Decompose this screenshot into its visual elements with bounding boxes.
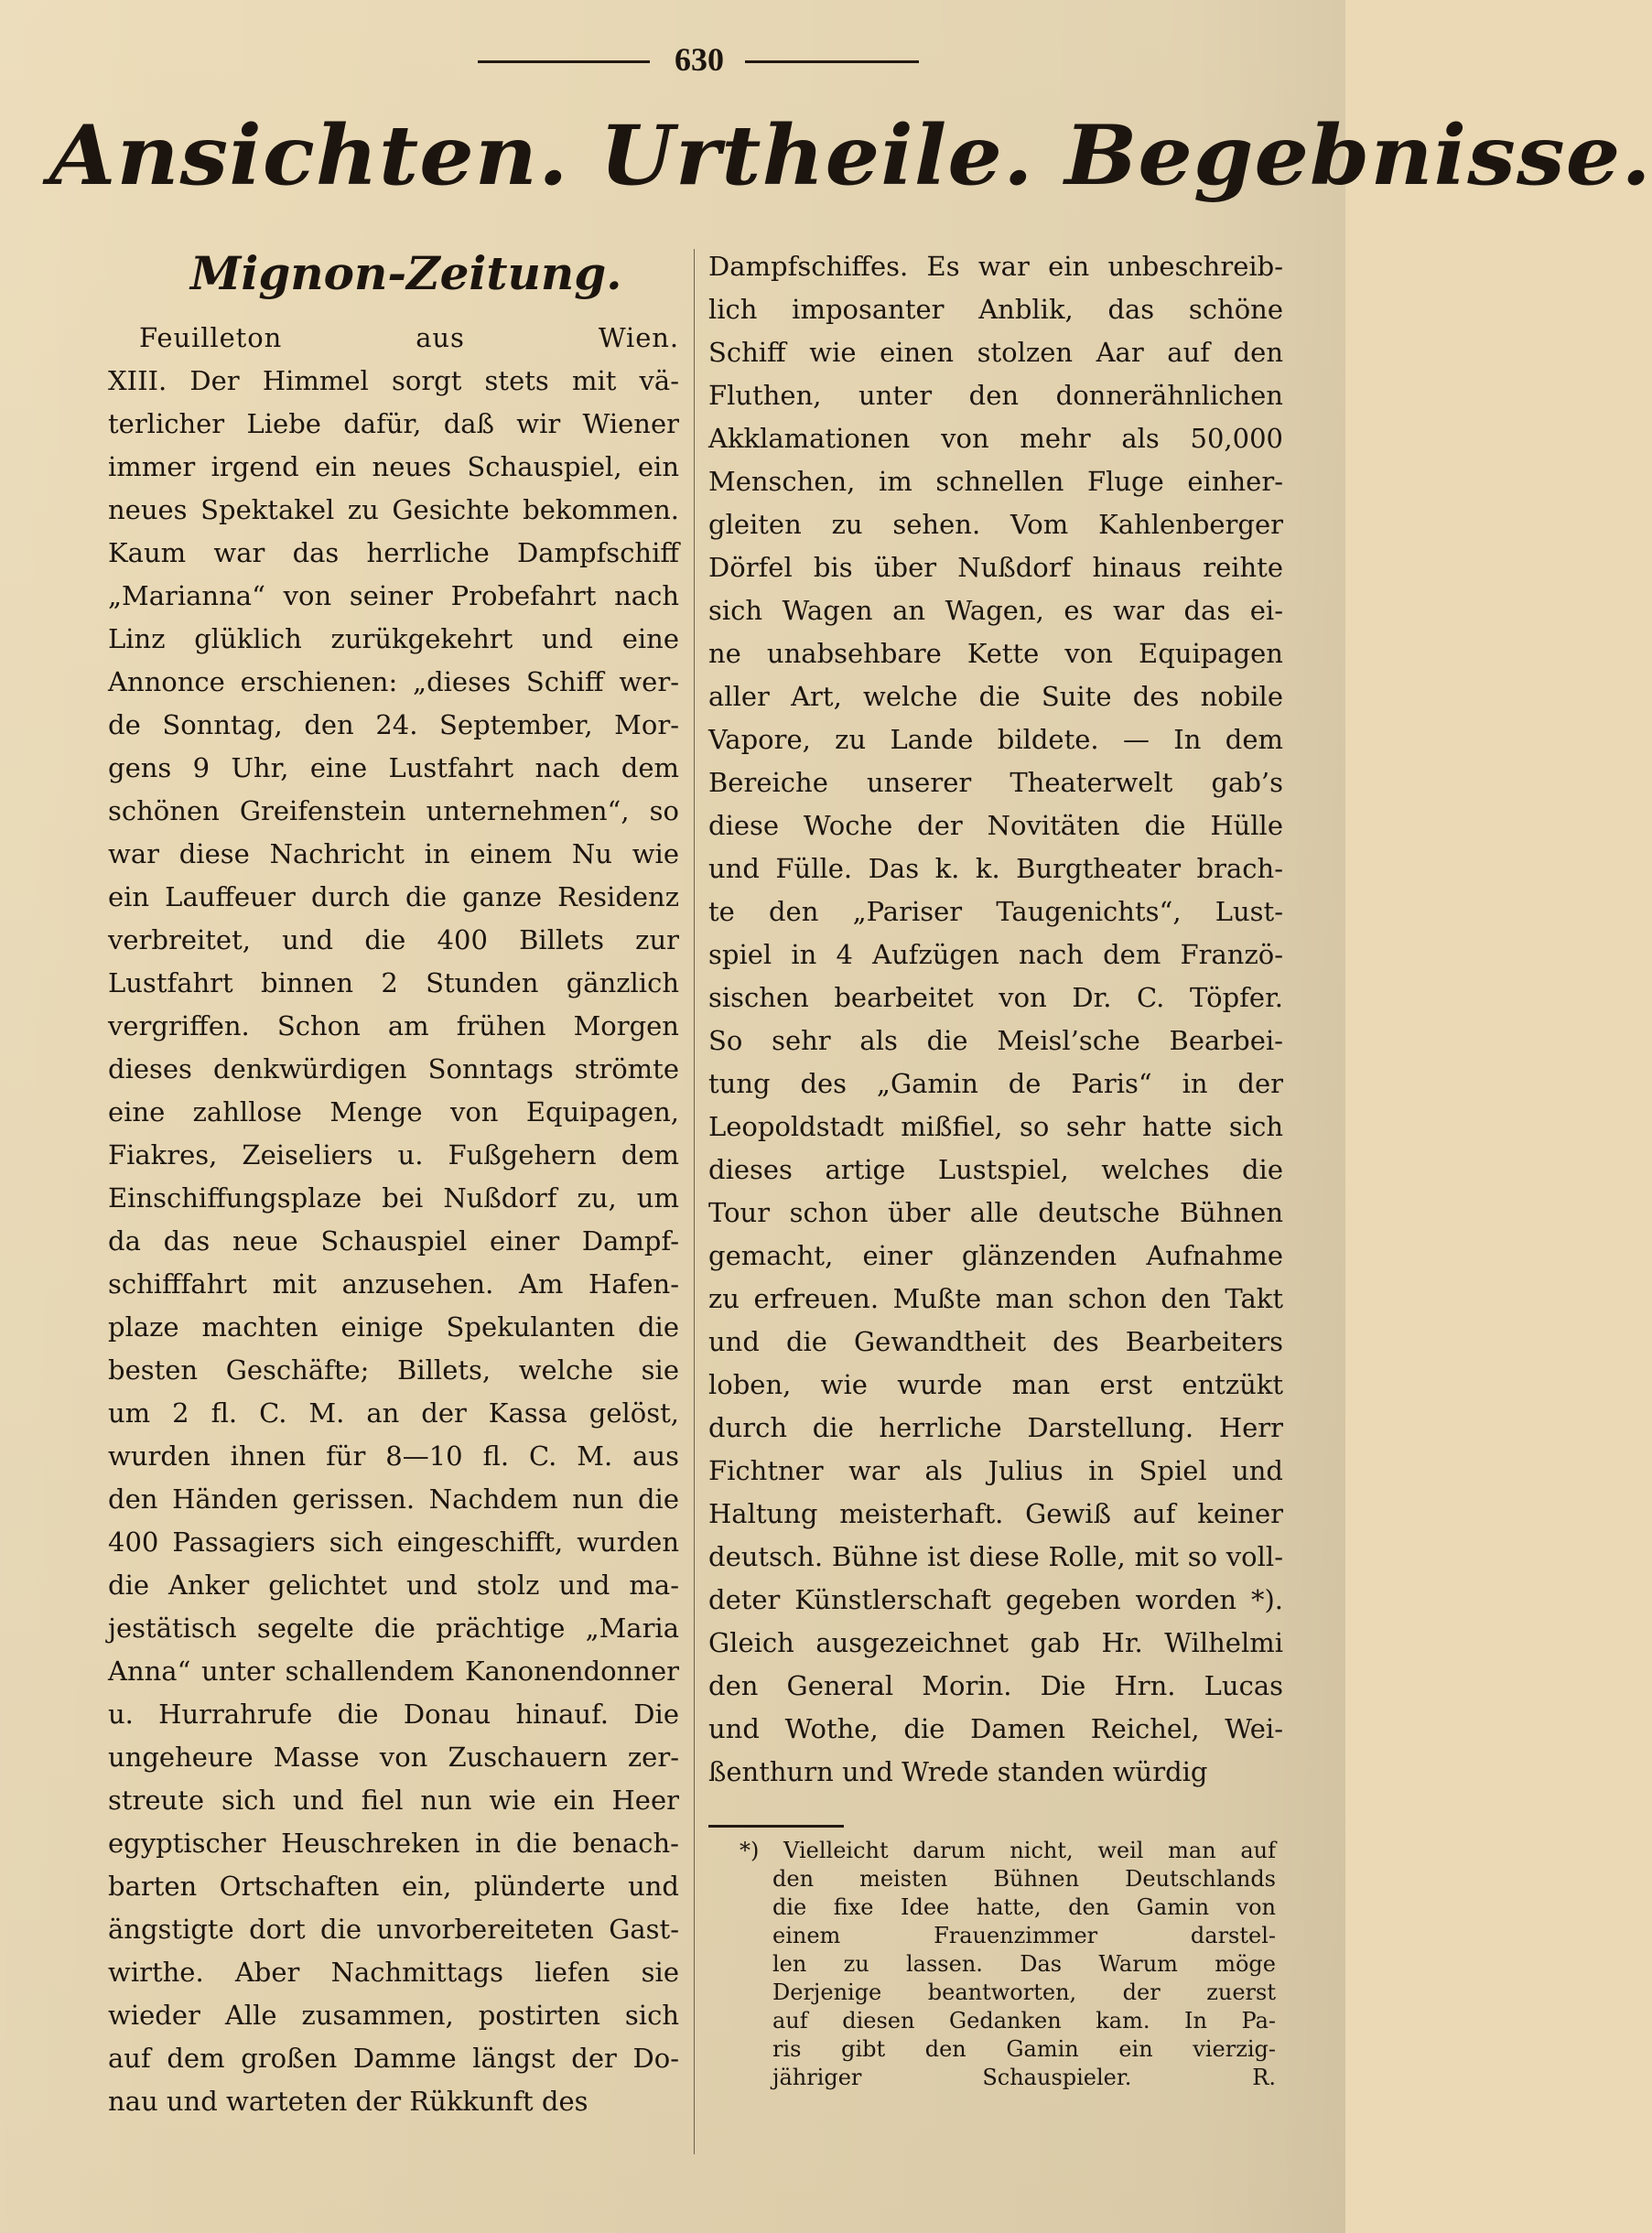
text-line: um 2 fl. C. M. an der Kassa gelöst, <box>108 1397 679 1429</box>
footnote <box>708 1837 1276 2092</box>
text-line: Linz glüklich zurükgekehrt und eine <box>108 623 679 654</box>
text-line: die Anker gelichtet und stolz und ma- <box>108 1570 679 1601</box>
footnote-line: Derjenige beantworten, der zuerst <box>772 1979 1276 2005</box>
section-title: Ansichten. Urtheile. Begebnisse. <box>49 107 1652 204</box>
text-line: sischen bearbeitet von Dr. C. Töpfer. <box>708 982 1283 1013</box>
footnote-line: den meisten Bühnen Deutschlands <box>772 1866 1276 1892</box>
text-line: zu erfreuen. Mußte man schon den Takt <box>708 1283 1283 1314</box>
text-line: Leopoldstadt mißfiel, so sehr hatte sich <box>708 1111 1283 1142</box>
text-line: te den „Pariser Taugenichts“, Lust- <box>708 896 1283 927</box>
text-line: sich Wagen an Wagen, es war das ei- <box>708 595 1283 626</box>
text-line: streute sich und fiel nun wie ein Heer <box>108 1785 679 1816</box>
text-line: ßenthurn und Wrede standen würdig <box>708 1756 1208 1787</box>
column-divider <box>694 249 695 2154</box>
text-line: Fichtner war als Julius in Spiel und <box>708 1455 1283 1486</box>
left-column <box>108 245 679 2123</box>
footnote-line: die fixe Idee hatte, den Gamin von <box>772 1894 1276 1920</box>
left-column-text <box>108 317 679 2123</box>
text-line: diese Woche der Novitäten die Hülle <box>708 810 1283 841</box>
text-line: aller Art, welche die Suite des nobile <box>708 681 1283 712</box>
text-line: wieder Alle zusammen, postirten sich <box>108 2000 679 2031</box>
text-line: wirthe. Aber Nachmittags liefen sie <box>108 1957 679 1988</box>
text-line: egyptischer Heuschreken in die benach- <box>108 1828 679 1859</box>
text-line: deter Künstlerschaft gegeben worden *). <box>708 1584 1283 1615</box>
text-line: dieses artige Lustspiel, welches die <box>708 1154 1283 1185</box>
text-line: plaze machten einige Spekulanten die <box>108 1311 679 1343</box>
footnote-line: len zu lassen. Das Warum möge <box>772 1951 1276 1977</box>
text-line: terlicher Liebe dafür, daß wir Wiener <box>108 408 679 439</box>
header-rule-left <box>478 60 650 63</box>
text-line: 400 Passagiers sich eingeschifft, wurden <box>108 1526 679 1558</box>
footnote-line: jähriger Schauspieler. R. <box>772 2065 1276 2090</box>
text-line: gleiten zu sehen. Vom Kahlenberger <box>708 509 1283 540</box>
text-line: nau und warteten der Rükkunft des <box>108 2086 588 2117</box>
right-column <box>708 245 1283 2092</box>
text-line: spiel in 4 Aufzügen nach dem Franzö- <box>708 939 1283 970</box>
text-line: Annonce erschienen: „dieses Schiff wer- <box>108 666 679 697</box>
text-line: Einschiffungsplaze bei Nußdorf zu, um <box>108 1182 679 1214</box>
text-line: gens 9 Uhr, eine Lustfahrt nach dem <box>108 752 679 783</box>
text-line: verbreitet, und die 400 Billets zur <box>108 924 679 955</box>
text-line: u. Hurrahrufe die Donau hinauf. Die <box>108 1699 679 1730</box>
text-line: wurden ihnen für 8—10 fl. C. M. aus <box>108 1440 679 1472</box>
text-line: Vapore, zu Lande bildete. — In dem <box>708 724 1283 755</box>
text-line: vergriffen. Schon am frühen Morgen <box>108 1010 679 1041</box>
text-line: und Fülle. Das k. k. Burgtheater brach- <box>708 853 1283 884</box>
text-line: dieses denkwürdigen Sonntags strömte <box>108 1053 679 1084</box>
text-line: Lustfahrt binnen 2 Stunden gänzlich <box>108 967 679 998</box>
text-line: ungeheure Masse von Zuschauern zer- <box>108 1742 679 1773</box>
text-line: den General Morin. Die Hrn. Lucas <box>708 1670 1283 1701</box>
text-line: Schiff wie einen stolzen Aar auf den <box>708 337 1283 368</box>
text-line: neues Spektakel zu Gesichte bekommen. <box>108 494 679 525</box>
header-rule-right <box>745 60 919 63</box>
article-title: Mignon-Zeitung. <box>190 246 622 300</box>
footnote-rule <box>708 1825 844 1828</box>
text-line: Feuilleton aus Wien. <box>139 322 679 353</box>
text-line: durch die herrliche Darstellung. Herr <box>708 1412 1283 1443</box>
text-line: auf dem großen Damme längst der Do- <box>108 2043 679 2074</box>
text-line: tung des „Gamin de Paris“ in der <box>708 1068 1283 1099</box>
text-line: deutsch. Bühne ist diese Rolle, mit so voll- <box>708 1541 1283 1572</box>
text-line: war diese Nachricht in einem Nu wie <box>108 838 679 869</box>
text-line: schifffahrt mit anzusehen. Am Hafen- <box>108 1268 679 1300</box>
text-line: lich imposanter Anblik, das schöne <box>708 294 1283 325</box>
text-line: Kaum war das herrliche Dampfschiff <box>108 537 679 568</box>
footnote-line: ris gibt den Gamin ein vierzig- <box>772 2036 1276 2062</box>
text-line: de Sonntag, den 24. September, Mor- <box>108 709 679 740</box>
text-line: gemacht, einer glänzenden Aufnahme <box>708 1240 1283 1271</box>
text-line: Anna“ unter schallendem Kanonendonner <box>108 1656 679 1687</box>
footnote-line: *) Vielleicht darum nicht, weil man auf <box>740 1838 1276 1863</box>
footnote-line: auf diesen Gedanken kam. In Pa- <box>772 2008 1276 2033</box>
text-line: und Wothe, die Damen Reichel, Wei- <box>708 1713 1283 1744</box>
text-line: immer irgend ein neues Schauspiel, ein <box>108 451 679 482</box>
text-line: Tour schon über alle deutsche Bühnen <box>708 1197 1283 1228</box>
text-line: Dampfschiffes. Es war ein unbeschreib- <box>708 251 1283 282</box>
text-line: eine zahllose Menge von Equipagen, <box>108 1096 679 1127</box>
page-header <box>0 38 1345 81</box>
text-line: Fiakres, Zeiseliers u. Fußgehern dem <box>108 1139 679 1170</box>
text-line: ein Lauffeuer durch die ganze Residenz <box>108 881 679 912</box>
text-line: und die Gewandtheit des Bearbeiters <box>708 1326 1283 1357</box>
text-line: besten Geschäfte; Billets, welche sie <box>108 1354 679 1386</box>
text-line: da das neue Schauspiel einer Dampf- <box>108 1225 679 1257</box>
text-line: Menschen, im schnellen Fluge einher- <box>708 466 1283 497</box>
text-line: barten Ortschaften ein, plünderte und <box>108 1871 679 1902</box>
text-line: XIII. Der Himmel sorgt stets mit vä- <box>108 365 679 396</box>
text-line: den Händen gerissen. Nachdem nun die <box>108 1483 679 1515</box>
text-line: ne unabsehbare Kette von Equipagen <box>708 638 1283 669</box>
text-line: „Marianna“ von seiner Probefahrt nach <box>108 580 679 611</box>
text-line: loben, wie wurde man erst entzükt <box>708 1369 1283 1400</box>
page-number: 630 <box>675 41 724 78</box>
text-line: Gleich ausgezeichnet gab Hr. Wilhelmi <box>708 1627 1283 1658</box>
text-line: Akklamationen von mehr als 50,000 <box>708 423 1283 454</box>
text-line: ängstigte dort die unvorbereiteten Gast- <box>108 1914 679 1945</box>
text-line: schönen Greifenstein unternehmen“, so <box>108 795 679 826</box>
right-column-text <box>708 245 1283 1794</box>
footnote-line: einem Frauenzimmer darstel- <box>772 1923 1276 1948</box>
text-line: Haltung meisterhaft. Gewiß auf keiner <box>708 1498 1283 1529</box>
text-line: Fluthen, unter den donnerähnlichen <box>708 380 1283 411</box>
text-line: Bereiche unserer Theaterwelt gab’s <box>708 767 1283 798</box>
text-line: Dörfel bis über Nußdorf hinaus reihte <box>708 552 1283 583</box>
text-line: jestätisch segelte die prächtige „Maria <box>108 1613 679 1644</box>
text-line: So sehr als die Meisl’sche Bearbei- <box>708 1025 1283 1056</box>
